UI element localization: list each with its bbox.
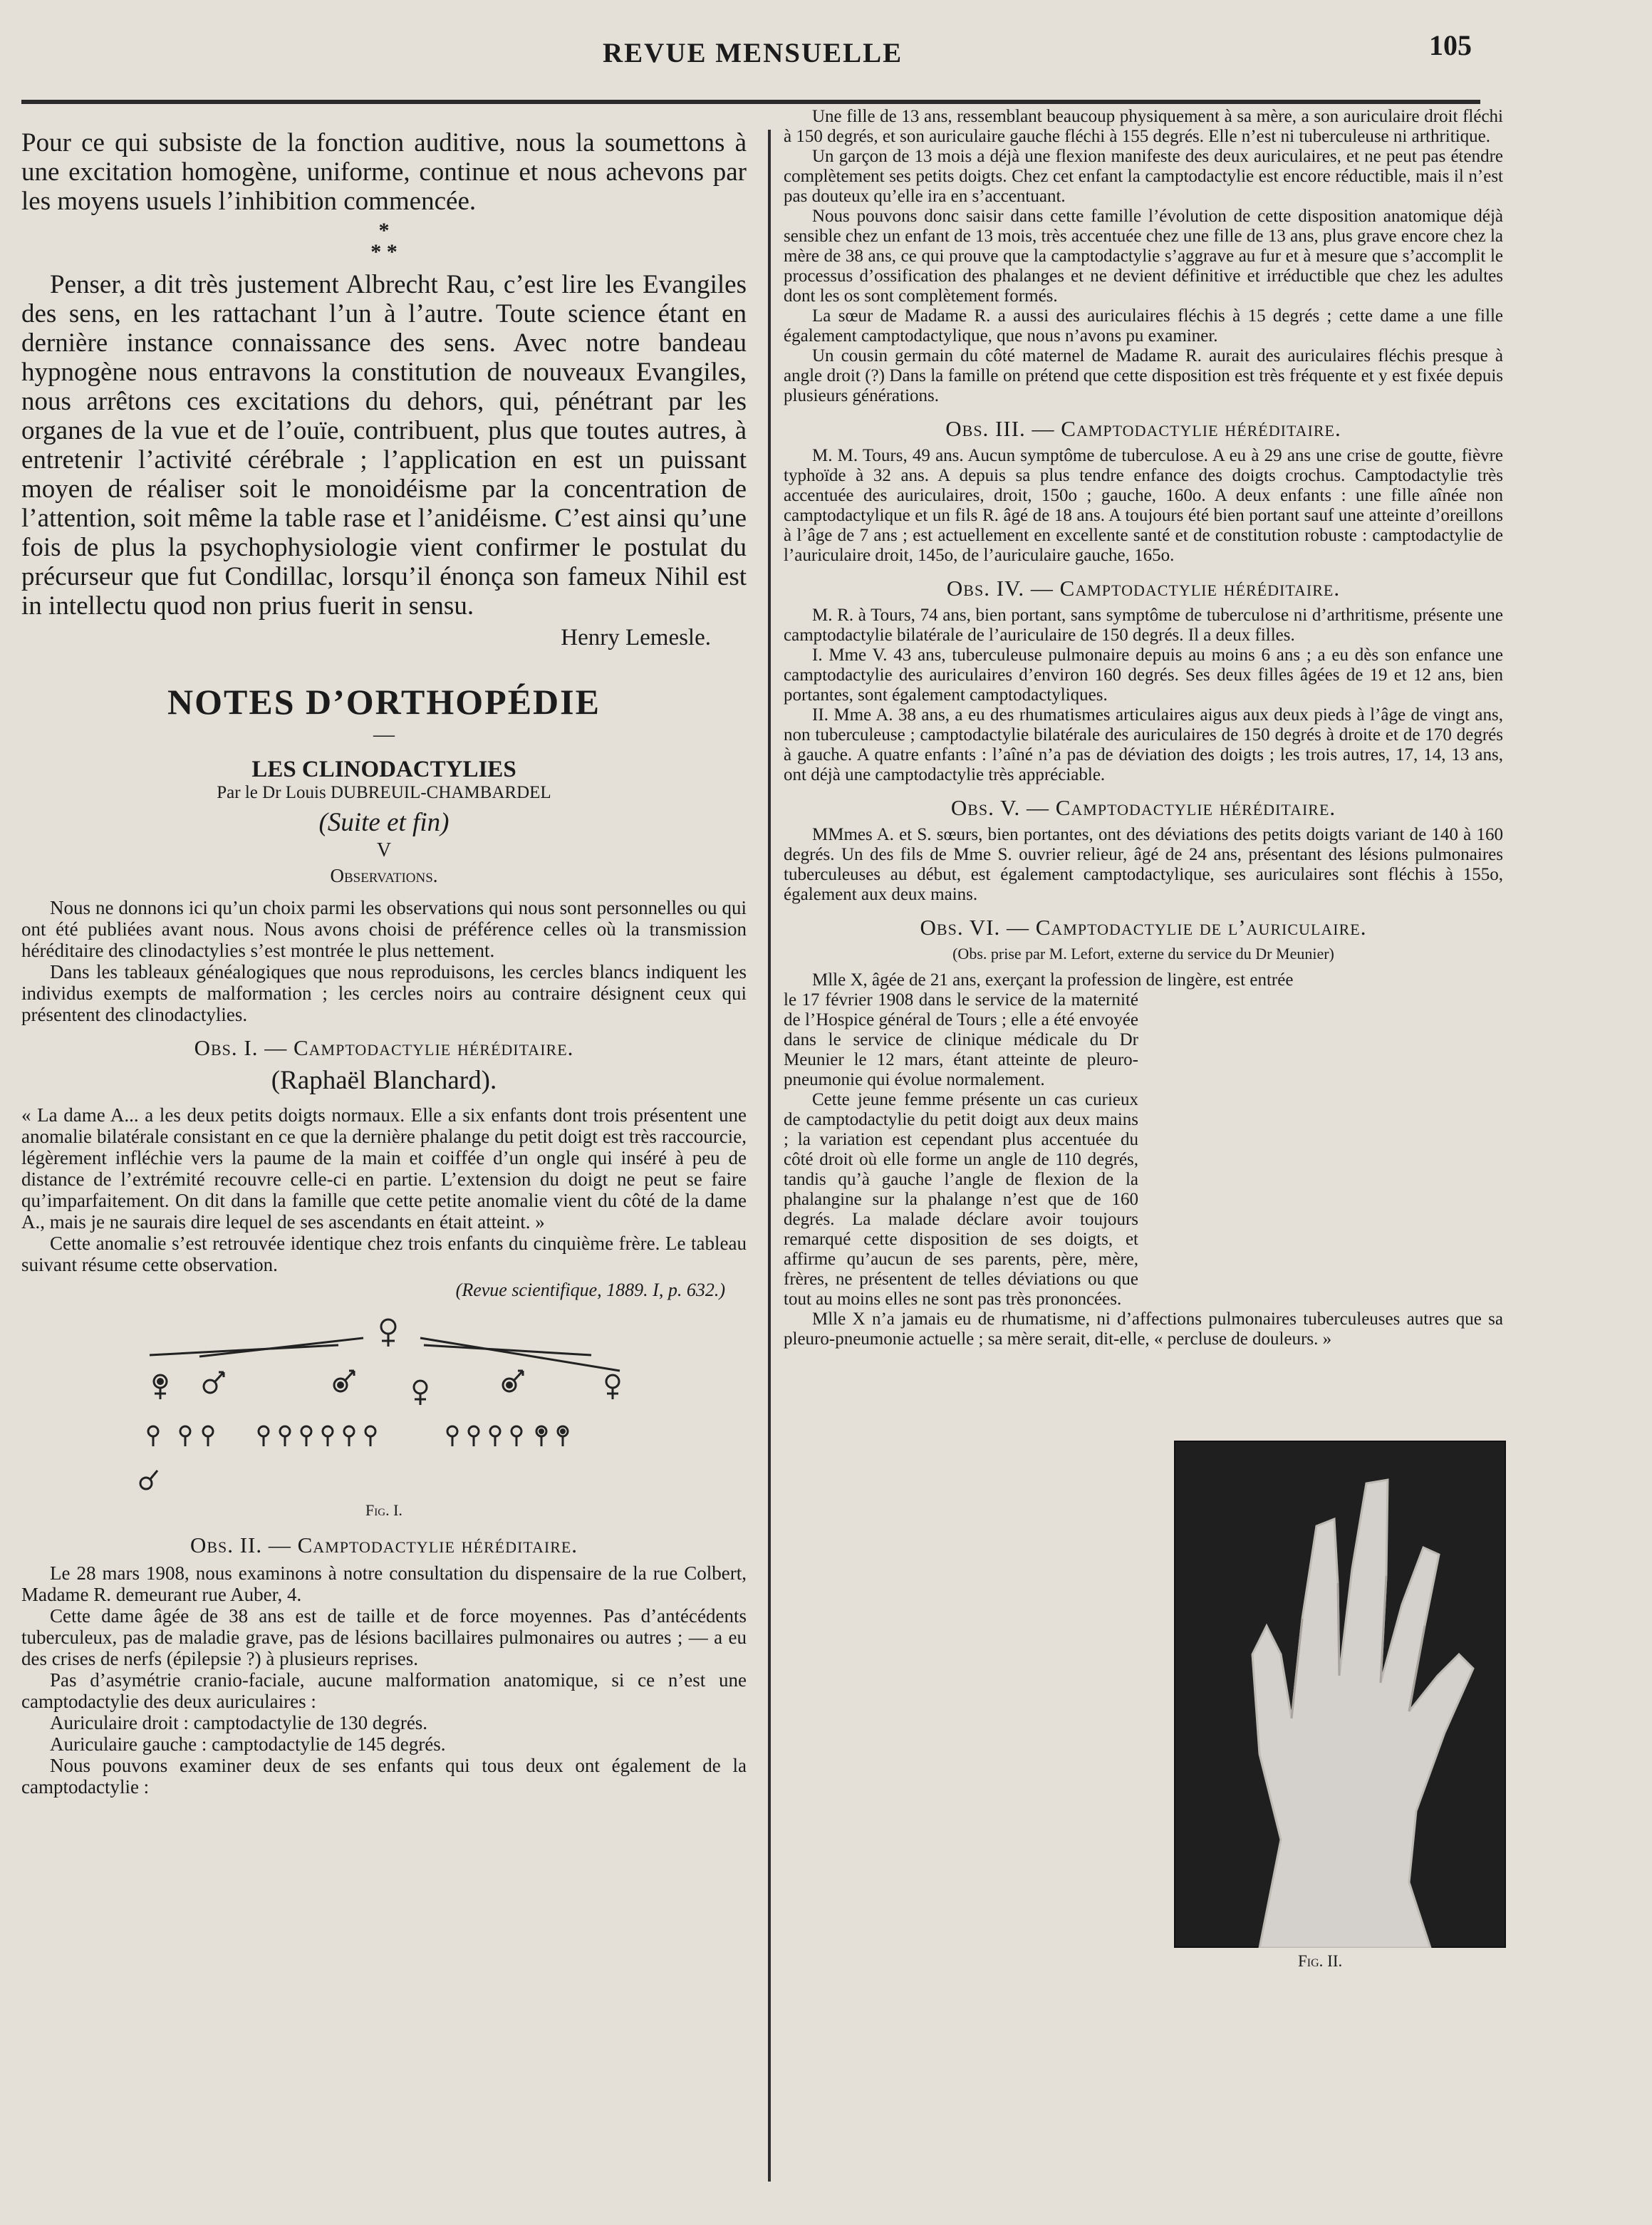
obs6-lead: Mlle X, âgée de 21 ans, exerçant la profession de lingère, est entrée	[812, 970, 1294, 990]
rau-paragraph: Penser, a dit très justement Albrecht Rau, c’est lire les Evangiles des sens, en les rattachant l’un à l’autre. Toute science étant en dernière instance connaissance des sens. Avec notre bandeau hypnogène nous entravons la constitution de nouveaux Evangiles, nous arrêtons ces excitations du dehors, qui, pénétrant par les organes de la vue et de l’ouïe, contribuent, plus que toutes autres, à entretenir l’activité cérébrale ; l’application en est un puissant moyen de réaliser soit le monoidéisme par la concentration de l’attention, soit même la table rase et l’anidéisme. C’est ainsi qu’une fois de plus la psychophysiologie vient confirmer le postulat du précurseur que fut Condillac, lorsqu’il énonça son fameux Nihil est in intellectu quod non prius fuerit in sensu.	[21, 270, 747, 621]
right-paragraph-5: Un cousin germain du côté maternel de Madame R. aurait des auriculaires fléchis presque à angle droit (?) Dans la famille on prétend que cette disposition est très fréquente et y est fixée depuis plusieurs générations.	[784, 346, 1503, 405]
obs2-line-1: Auriculaire droit : camptodactylie de 130 degrés.	[50, 1712, 428, 1733]
obs6-note: (Obs. prise par M. Lefort, externe du service du Dr Meunier)	[952, 945, 1334, 963]
obs4-paragraph-3: II. Mme A. 38 ans, a eu des rhumatismes articulaires aigus aux deux pieds à l’âge de vingt ans, non tuberculeuse ; camptodactylie bilatérale des auriculaires de 150 degrés à droite et de 170 degrés à gauche. A quatre enfants : l’aîné n’a pas de déviation des doigts ; les trois autres, 17, 14, 13 ans, ont déjà une camptodactylie très appréciable.	[784, 705, 1503, 784]
obs1-after: Cette anomalie s’est retrouvée identique chez trois enfants du cinquième frère. Le tableau suivant résume cette observation.	[21, 1233, 747, 1275]
right-paragraph-4: La sœur de Madame R. a aussi des auriculaires fléchis à 15 degrés ; cette dame a une fille également camptodactylique, que nous n’avons pu examiner.	[784, 306, 1503, 346]
section-title: NOTES D’ORTHOPÉDIE	[167, 682, 601, 722]
obs2-paragraph-2: Cette dame âgée de 38 ans est de taille et de force moyennes. Pas d’antécédents tuberculeux, pas de maladie grave, pas de lésions bacillaires pulmonaires ou autres ; — a eu des crises de nerfs (épilepsie ?) à plusieurs reprises.	[21, 1605, 747, 1669]
obs2-paragraph-4: Nous pouvons examiner deux de ses enfants qui tous deux ont également de la camptodactylie :	[21, 1755, 747, 1798]
header-rule	[21, 100, 1480, 104]
obs6-wrap-2: Cette jeune femme présente un cas curieux de camptodactylie du petit doigt aux deux mains ; la variation est cependant plus accentuée du côté droit où elle forme un angle de 110 degrés, tandis qu’à gauche l’angle de flexion de la phalangine sur la phalange n’est que de 160 degrés. La malade déclare avoir toujours remarqué cette disposition de ses doigts, et affirme qu’aucun de ses parents, père, mère, frères, ne présentent de telles déviations ou que tout au moins elles ne sont pas très prononcées.	[784, 1090, 1138, 1309]
obs1-heading: Obs. I. — Camptodactylie héréditaire.	[194, 1035, 574, 1060]
article-suite: (Suite et fin)	[318, 808, 450, 837]
observations-intro-2: Dans les tableaux généalogiques que nous reproduisons, les cercles blancs indiquent les individus exempts de malformation ; les cercles noirs au contraire désignent ceux qui présentent des clinodactylies.	[21, 961, 747, 1025]
intro-paragraph: Pour ce qui subsiste de la fonction auditive, nous la soumettons à une excitation homogène, uniforme, continue et nous achevons par les moyens usuels l’inhibition commencée.	[21, 128, 747, 216]
section-separator: * * *	[370, 219, 398, 264]
obs6-wrapped-text	[784, 990, 1138, 1309]
observations-heading: Observations.	[330, 865, 438, 886]
obs6-heading: Obs. VI. — Camptodactylie de l’auriculaire.	[920, 915, 1367, 940]
page-number: 105	[1429, 29, 1472, 61]
obs3-text: M. M. Tours, 49 ans. Aucun symptôme de tuberculose. A eu à 29 ans une crise de goutte, fièvre typhoïde à 32 ans. A depuis sa plus tendre enfance des doigts crochus. Camptodactylie très accentuée des auriculaires, droit, 150o ; gauche, 160o. A deux enfants : une fille aînée non camptodactylique et un fils R. âgé de 18 ans. A toujours été bien portant sauf une atteinte d’oreillons à l’âge de 7 ans ; est actuellement en excellente santé et de constitution robuste : camptodactylie de l’auriculaire droit, 145o, de l’auriculaire gauche, 165o.	[784, 446, 1503, 565]
obs4-paragraph-1: M. R. à Tours, 74 ans, bien portant, sans symptôme de tuberculose ni d’arthritisme, présente une camptodactylie bilatérale de l’auriculaire de 150 degrés. Il a deux filles.	[784, 606, 1503, 645]
article-title: LES CLINODACTYLIES	[251, 757, 516, 782]
obs1-quote: « La dame A... a les deux petits doigts normaux. Elle a six enfants dont trois présentent une anomalie bilatérale consistant en ce que la dernière phalange du petit doigt est très raccourcie, légèrement infléchie vers la paume de la main et coiffée d’un ongle qui inséré à peu de distance de l’extrémité recouvre celle-ci en partie. L’extension du doigt ne peut se faire qu’imparfaitement. On dit dans la famille que cette petite anomalie vient du côté de la dame A., mais je ne saurais dire lequel de ses ascendants en était atteint. »	[21, 1104, 747, 1233]
obs2-paragraph-1: Le 28 mars 1908, nous examinons à notre consultation du dispensaire de la rue Colbert, Madame R. demeurant rue Auber, 4.	[21, 1562, 747, 1605]
obs6-wrap-1: le 17 février 1908 dans le service de la maternité de l’Hospice général de Tours ; elle a été envoyée dans le service de clinique médicale du Dr Meunier le 12 mars, étant atteinte de pleuro-pneumonie qui évolue normalement.	[784, 990, 1138, 1089]
pedigree-figure	[21, 1314, 747, 1493]
obs4-paragraph-2: I. Mme V. 43 ans, tuberculeuse pulmonaire depuis au moins 6 ans ; a eu dès son enfance une camptodactylie des auriculaires d’environ 160 degrés. Ses deux filles âgées de 19 et 12 ans, bien portantes, sont également camptodactyliques.	[784, 645, 1503, 705]
right-paragraph-3: Nous pouvons donc saisir dans cette famille l’évolution de cette disposition anatomique déjà sensible chez un enfant de 13 mois, très accentuée chez une fille de 13 ans, plus grave encore chez la mère de 38 ans, ce qui prouve que la camptodactylie s’aggrave au fur et à mesure que s’accomplit le processus d’ossification des phalanges et ne devient définitive et irréductible que chez les adultes dont les os sont complètement formés.	[784, 207, 1503, 306]
left-column	[21, 128, 747, 1798]
obs2-line-2: Auriculaire gauche : camptodactylie de 145 degrés.	[50, 1733, 446, 1755]
right-column	[784, 107, 1503, 1349]
pedigree-mother-symbol	[381, 1319, 395, 1334]
chapter-number: V	[376, 839, 392, 861]
running-title: REVUE MENSUELLE	[603, 38, 903, 68]
observations-intro-1: Nous ne donnons ici qu’un choix parmi les observations qui nous sont personnelles ou qui ont été publiées avant nous. Nous avons choisi de préférence celles où la transmission héréditaire des clinodactylies s’est montrée le plus nettement.	[21, 897, 747, 961]
obs1-author: (Raphaël Blanchard).	[271, 1066, 497, 1095]
obs5-text: MMmes A. et S. sœurs, bien portantes, ont des déviations des petits doigts variant de 140 à 160 degrés. Un des fils de Mme S. ouvrier relieur, âgé de 24 ans, présentant des lésions pulmonaires tuberculeuses au début, est également camptodactylique, ses auriculaires sont fléchis à 155o, également aux deux mains.	[784, 825, 1503, 904]
signature: Henry Lemesle.	[561, 625, 711, 650]
column-divider	[768, 130, 771, 2182]
title-dash: —	[373, 722, 395, 746]
hand-photograph	[1174, 1441, 1506, 1948]
fig1-caption: Fig. I.	[365, 1501, 402, 1519]
right-paragraph-2: Un garçon de 13 mois a déjà une flexion manifeste des deux auriculaires, et ne peut pas étendre complètement ses petits doigts. Chez cet enfant la camptodactylie est encore réductible, mais il n’est pas douteux qu’elle ira en s’accentuant.	[784, 147, 1503, 206]
obs4-heading: Obs. IV. — Camptodactylie héréditaire.	[946, 576, 1341, 601]
obs5-heading: Obs. V. — Camptodactylie héréditaire.	[950, 795, 1336, 820]
obs2-paragraph-3: Pas d’asymétrie cranio-faciale, aucune malformation anatomique, si ce n’est une camptodactylie des deux auriculaires :	[21, 1669, 747, 1712]
article-author: Par le Dr Louis DUBREUIL-CHAMBARDEL	[217, 783, 551, 802]
obs1-citation: (Revue scientifique, 1889. I, p. 632.)	[455, 1280, 725, 1300]
right-paragraph-1: Une fille de 13 ans, ressemblant beaucoup physiquement à sa mère, a son auriculaire droit fléchi à 150 degrés, et son auriculaire gauche fléchi à 155 degrés. Elle n’est ni tuberculeuse ni arthritique.	[784, 107, 1503, 146]
obs6-tail: Mlle X n’a jamais eu de rhumatisme, ni d’affections pulmonaires tuberculeuses autres que sa pleuro-pneumonie actuelle ; sa mère serait, dit-elle, « percluse de douleurs. »	[784, 1309, 1503, 1349]
fig2-caption: Fig. II.	[1298, 1952, 1343, 1970]
obs3-heading: Obs. III. — Camptodactylie héréditaire.	[945, 416, 1341, 441]
obs2-heading: Obs. II. — Camptodactylie héréditaire.	[189, 1532, 578, 1557]
